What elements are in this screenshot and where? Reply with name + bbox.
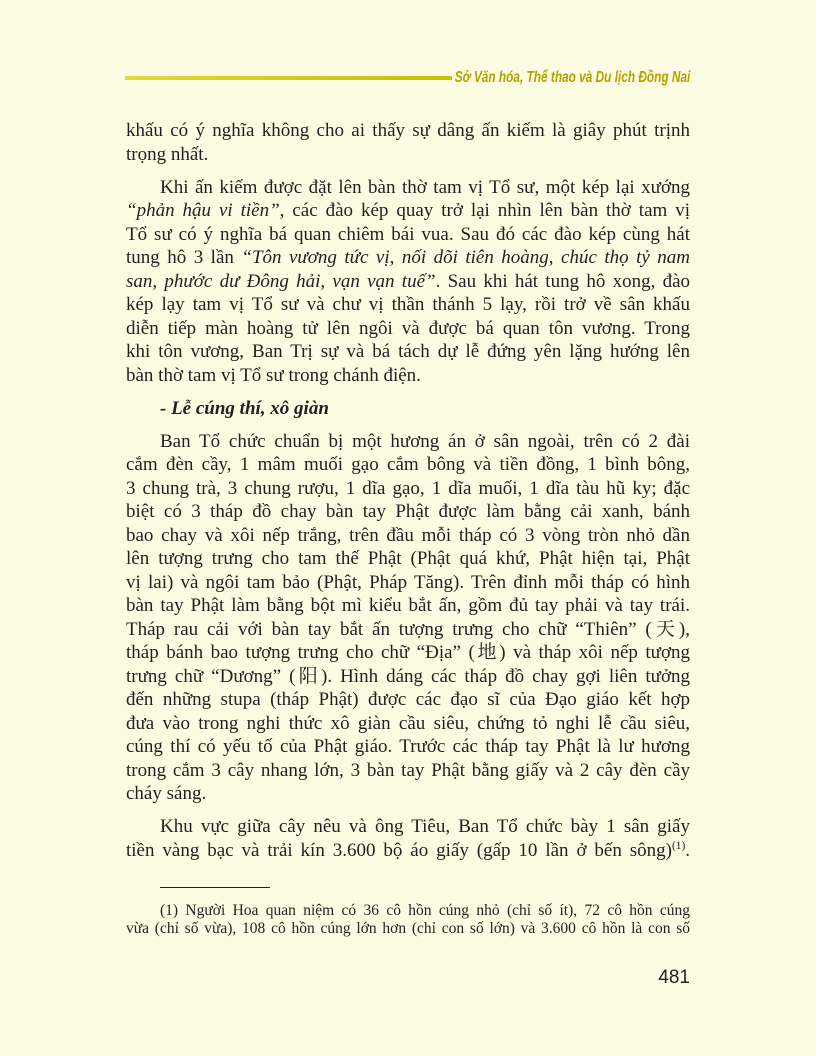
- text-line: Ban Tổ chức chuẩn bị một hương án ở sân ngoài, trên có 2 đài: [160, 430, 690, 452]
- page-number: 481: [658, 967, 690, 988]
- footnote-line: vừa (chỉ số vừa), 108 cô hồn cúng lớn hơn (chỉ con số lớn) và 3.600 cô hồn là con số: [126, 920, 690, 937]
- footnotes: [126, 902, 690, 938]
- text-line: trong cắm 3 cây nhang lớn, 3 bàn tay Phật bằng giấy và 2 cây đèn cầy: [126, 759, 690, 781]
- italic-quote: san, phước dư Đông hải, vạn vạn tuế”: [126, 270, 436, 292]
- section-heading: - Lễ cúng thí, xô giàn: [160, 397, 329, 419]
- footnote-separator: [160, 887, 270, 888]
- italic-quote: “phản hậu vi tiền”: [126, 200, 280, 221]
- text-line: cháy sáng.: [126, 783, 207, 804]
- footnote-line: (1) Người Hoa quan niệm có 36 cô hồn cúng nhỏ (chỉ số ít), 72 cô hồn cúng: [160, 902, 690, 919]
- text-line: trọng nhất.: [126, 143, 209, 165]
- text-line: lên tượng trưng cho tam thế Phật (Phật quá khứ, Phật hiện tại, Phật: [126, 548, 690, 569]
- text-segment: .: [685, 839, 690, 861]
- text-line: kép lạy tam vị Tổ sư và chư vị thần thánh 5 lạy, rồi trở về sân khấu: [126, 294, 690, 315]
- text-line: tháp bánh bao tượng trưng cho chữ “Địa” (地) và tháp xôi nếp tượng: [126, 642, 690, 663]
- text-line: đến những stupa (tháp Phật) được các đạo sĩ của Đạo giáo kết hợp: [126, 689, 690, 710]
- text-line: đưa vào trong nghi thức xô giàn cầu siêu, chứng tỏ nghi lễ cầu siêu,: [126, 712, 690, 734]
- text-line: vị lai) và ngôi tam bảo (Phật, Pháp Tăng). Trên đỉnh mỗi tháp có hình: [126, 571, 690, 593]
- italic-quote: “Tôn vương tức vị, nối dõi tiên hoàng, chúc thọ tỷ nam: [241, 247, 691, 268]
- header-rule: [125, 76, 452, 80]
- text-line: Tổ sư có ý nghĩa bá quan chiêm bái vua. Sau đó các đào kép cùng hát: [126, 223, 690, 245]
- text-line: [126, 270, 690, 294]
- text-segment: . Sau khi hát tung hô xong, đào: [435, 270, 691, 292]
- text-line: Khu vực giữa cây nêu và ông Tiêu, Ban Tổ chức bày 1 sân giấy: [160, 816, 690, 837]
- text-line: [126, 246, 690, 270]
- body-text: [126, 119, 690, 862]
- paragraph: [126, 119, 690, 166]
- text-line: khi tôn vương, Ban Trị sự và bá tách dự lễ đứng yên lặng hướng lên: [126, 341, 690, 362]
- text-segment: tung hô 3 lần: [126, 247, 242, 268]
- text-line: cắm đèn cầy, 1 mâm muối gạo cắm bông và tiền đồng, 1 bình bông,: [126, 454, 690, 475]
- footnote-reference: (1): [671, 839, 686, 852]
- text-line: Khi ấn kiếm được đặt lên bàn thờ tam vị Tổ sư, một kép lại xướng: [160, 176, 690, 198]
- text-line: bao chay và xôi nếp trắng, trên đầu mỗi tháp có 3 vòng tròn nhỏ dần: [126, 524, 690, 546]
- text-line: cúng thí có yếu tố của Phật giáo. Trước các tháp tay Phật là lư hương: [126, 736, 690, 757]
- text-line: [126, 199, 690, 223]
- text-line: biệt có 3 tháp đồ chay bàn tay Phật được làm bằng cải xanh, bánh: [126, 501, 690, 522]
- paragraph: [126, 430, 690, 806]
- text-line: khấu có ý nghĩa không cho ai thấy sự dâng ấn kiếm là giây phút trịnh: [126, 120, 690, 141]
- text-segment: , các đào kép quay trở lại nhìn lên bàn thờ tam vị: [279, 200, 690, 221]
- paragraph: [126, 176, 690, 388]
- text-line: bàn thờ tam vị Tổ sư trong chánh điện.: [126, 364, 421, 386]
- paragraph: [126, 815, 690, 862]
- running-header-title: Sở Văn hóa, Thể thao và Du lịch Đồng Nai: [454, 69, 690, 86]
- text-line: [126, 839, 690, 863]
- text-segment: tiền vàng bạc và trải kín 3.600 bộ áo giấy (gấp 10 lần ở bến sông): [126, 839, 672, 861]
- text-line: diễn tiếp màn hoàng tử lên ngôi và được bá quan tôn vương. Trong: [126, 317, 690, 339]
- text-line: Tháp rau cải với bàn tay bắt ấn tượng trưng cho chữ “Thiên” (天),: [126, 618, 690, 640]
- text-line: 3 chung trà, 3 chung rượu, 1 dĩa gạo, 1 dĩa muối, 1 dĩa tàu hũ ky; đặc: [126, 477, 690, 499]
- text-line: bàn tay Phật làm bằng bột mì kiểu bắt ấn, gồm đủ tay phải và tay trái.: [126, 595, 690, 616]
- text-line: trưng chữ “Dương” (阳). Hình dáng các tháp đồ chay gợi liên tưởng: [126, 665, 690, 687]
